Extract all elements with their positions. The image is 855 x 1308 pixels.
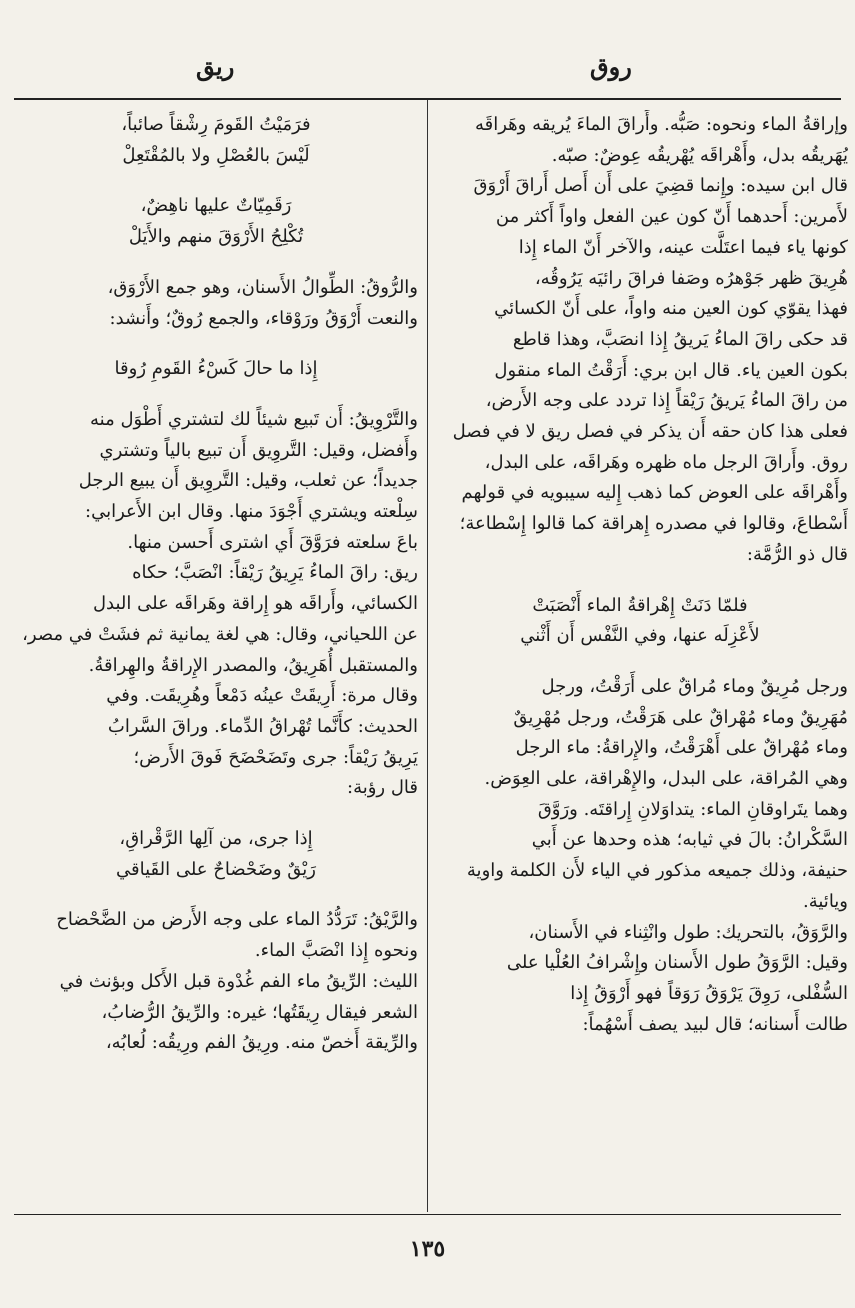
text-line: ونحوه إِذا انْصَبَّ الماء.	[254, 940, 418, 962]
text-line: ريق: راقَ الماءُ يَرِيقُ رَيْقاً: انْصَبَّ؛ حكاه	[132, 562, 418, 584]
text-line: وإراقةُ الماء ونحوه: صَبُّه. وأَراقَ الماءَ يُريقه وهَراقَه	[474, 114, 848, 135]
stanza-gap	[14, 334, 418, 354]
page-number: ١٣٥	[409, 1236, 446, 1262]
text-line: من راقَ الماءُ يَريقُ رَيْقاً إِذا تردد على وجه الأَرض،	[485, 390, 848, 412]
text-line: وهي المُراقة، على البدل، والإِهْراقة، على العِوَض.	[484, 768, 848, 790]
text-line: ورجل مُرِيقٌ وماء مُراقٌ على أَرَقْتُ، ورجل	[541, 675, 848, 697]
text-line: يُهَريقُه بدل، وأَهْراقَه يُهْريقُه عِوضٌ: صبّه.	[551, 144, 848, 166]
running-headword-left: ريق	[196, 52, 235, 81]
stanza-gap	[14, 253, 418, 273]
text-line: والرِّيقة أَخصّ منه. ورِيقُ الفم ورِيقُه: لُعابُه،	[105, 1032, 418, 1054]
text-line: وأَهْراقَه على العوض كما ذهب إِليه سيبويه في قولهم	[461, 482, 848, 504]
text-line: والمستقبل أُهَرِيقُ، والمصدر الإِراقةُ والهِراقةُ.	[88, 654, 418, 676]
text-line: والنعت أَرْوَقُ ورَوْقاء، والجمع رُوقٌ؛ وأَنشد:	[109, 307, 418, 329]
text-line: لأَمرين: أَحدهما أَنّ كون عين الفعل واواً أَكثر من	[495, 206, 848, 228]
footer-rule	[14, 1214, 841, 1215]
text-line: وهما يتَراوقانِ الماء: يتداوَلانِ إِراقتَه. ورَوَّقَ	[537, 798, 848, 820]
verse-line: إِذا جرى، من آلِها الرَّقْراقِ،	[119, 828, 313, 850]
text-line: السُّفْلى، رَوِقَ يَرْوَقُ رَوَقاً فهو أَرْوَقُ إِذا	[570, 982, 848, 1004]
verse-line: تُكْلِحُ الأَرْوَقَ منهم والأَيَلْ	[128, 226, 304, 248]
text-line: كونها ياء فيما اعتَلَّت عينه، والآخر أَنّ الماء إِذا	[518, 236, 848, 258]
text-line: باعَ سلعته فرَوَّقَ أَي اشترى أَحسن منها.	[127, 531, 418, 553]
text-line: طالت أَسنانه؛ قال لبيد يصف أَسْهُماً:	[582, 1013, 848, 1035]
text-line: الليث: الرِّيقُ ماء الفم غُدْوة قبل الأَكل وبؤنث في	[59, 970, 418, 992]
column-divider	[427, 100, 428, 1212]
text-line: وقيل: الرَّوَقُ طول الأَسنان وإِشْرافُ العُلْيا على	[506, 952, 848, 974]
left-column	[14, 110, 418, 1200]
text-line: حنيفة، وذلك جميعه مذكور في الياء لأَن الكلمة واوية	[466, 860, 848, 882]
verse-line: رَقَمِيّاتٌ عليها ناهِضٌ،	[140, 195, 292, 217]
text-line: قال ذو الرُّمَّة:	[746, 543, 848, 565]
stanza-gap	[14, 885, 418, 905]
text-line: قد حكى راقَ الماءُ يَريقُ إِذا انصَبَّ، وهذا قاطع	[512, 328, 848, 350]
text-line: يَرِيقُ رَيْقاً: جرى وتَضَحْضَحَ فَوقَ الأَرض؛	[133, 746, 418, 768]
stanza-gap	[14, 385, 418, 405]
text-line: فهذا يقوّي كون العين منه واواً، على أَنّ الكسائي	[494, 298, 848, 320]
running-headword-right: روق	[590, 52, 632, 81]
text-line: والرَّيْقُ: تَرَدُّدُ الماء على وجه الأَرض من الضَّحْضاح	[56, 909, 418, 931]
verse-line: لأَعْزِلَه عنها، وفي النَّفْس أَن أَثْني	[520, 625, 760, 647]
text-line: السَّكْرانُ: بالَ في ثيابه؛ هذه وحدها عن أَبي	[531, 829, 848, 851]
text-line: والرَّوَقُ، بالتحريك: طول وانْثِناء في الأَسنان،	[528, 921, 848, 943]
text-line: روق. وأَراقَ الرجل ماه ظهره وهَراقَه، على البدل،	[484, 451, 848, 473]
text-line: قال ابن سيده: وإِنما قضِيَ على أَن أَصل أَراقَ أَرْوَقَ	[473, 175, 848, 197]
text-line: وماء مُهْراقٌ على أَهْرَقْتُ، والإِراقةُ: ماء الرجل	[515, 737, 848, 759]
text-line: وقال مرة: أَرِيقَتْ عينُه دَمْعاً وهُرِيقَت. وفي	[106, 685, 418, 707]
text-line: الشعر فيقال رِيقَتُها؛ غيره: والرِّيقُ الرُّضابُ،	[101, 1001, 418, 1023]
text-line: والتَّرْوِيقُ: أَن تَبيع شيئاً لك لتشتري أَطْوَل منه	[90, 408, 418, 430]
text-line: قال رؤبة:	[347, 777, 418, 799]
text-line: وأَفضل، وقيل: التَّروِيق أَن تبيع بالياً وتشتري	[99, 439, 418, 461]
text-line: ويائية.	[803, 890, 848, 912]
verse-line: لَيْسَ بالعُصْلِ ولا بالمُقْتَعِلْ	[122, 144, 310, 166]
text-line: هُرِيقَ ظهر جَوْهرُه وصَفا فراقَ رائيَه يَرُوقُه،	[534, 267, 848, 289]
text-line: مُهَرِيقٌ وماء مُهْراقٌ على هَرَقْتُ، ورجل مُهْرِيقٌ	[513, 706, 848, 728]
stanza-gap	[14, 171, 418, 191]
verse-line: فلمّا دَنَتْ إِهْراقةُ الماء أَنْصَبَتْ	[532, 594, 748, 616]
text-line: والرُّوقُ: الطِّوالُ الأَسنان، وهو جمع الأَرْوَق،	[107, 276, 418, 298]
text-line: عن اللحياني، وقال: هي لغة يمانية ثم فشَتْ في مصر،	[22, 623, 418, 645]
verse-line: فرَمَيْتُ القَومَ رِشْقاً صائباً،	[121, 114, 311, 135]
verse-line: إِذا ما حالَ كَسْءُ القَومِ رُوقا	[114, 358, 318, 380]
text-line: بكون العين ياء. قال ابن بري: أَرَقْتُ الماء منقول	[494, 359, 848, 381]
text-line: الكسائي، وأَراقَه هو إِراقة وهَراقَه على البدل	[92, 593, 418, 615]
text-line: الحديث: كأَنَّما تُهْراقُ الدِّماء. وراقَ السَّرابُ	[107, 715, 418, 737]
stanza-gap	[432, 571, 848, 591]
right-column	[432, 110, 848, 1200]
stanza-gap	[432, 652, 848, 672]
text-line: جديداً؛ عن ثعلب، وقيل: التَّروِيق أَن يبيع الرجل	[78, 470, 418, 492]
stanza-gap	[14, 804, 418, 824]
text-line: أَسْطاعَ، وقالوا في مصدره إِهراقة كما قالوا إِسْطاعة؛	[459, 513, 848, 535]
verse-line: رَيْقٌ وضَحْضاحٌ على القَياقي	[115, 858, 316, 880]
text-line: سِلْعته ويشتري أَجْوَدَ منها. وقال ابن الأَعرابي:	[85, 501, 418, 523]
text-line: فعلى هذا كان حقه أَن يذكر في فصل ريق لا في فصل	[452, 421, 848, 443]
